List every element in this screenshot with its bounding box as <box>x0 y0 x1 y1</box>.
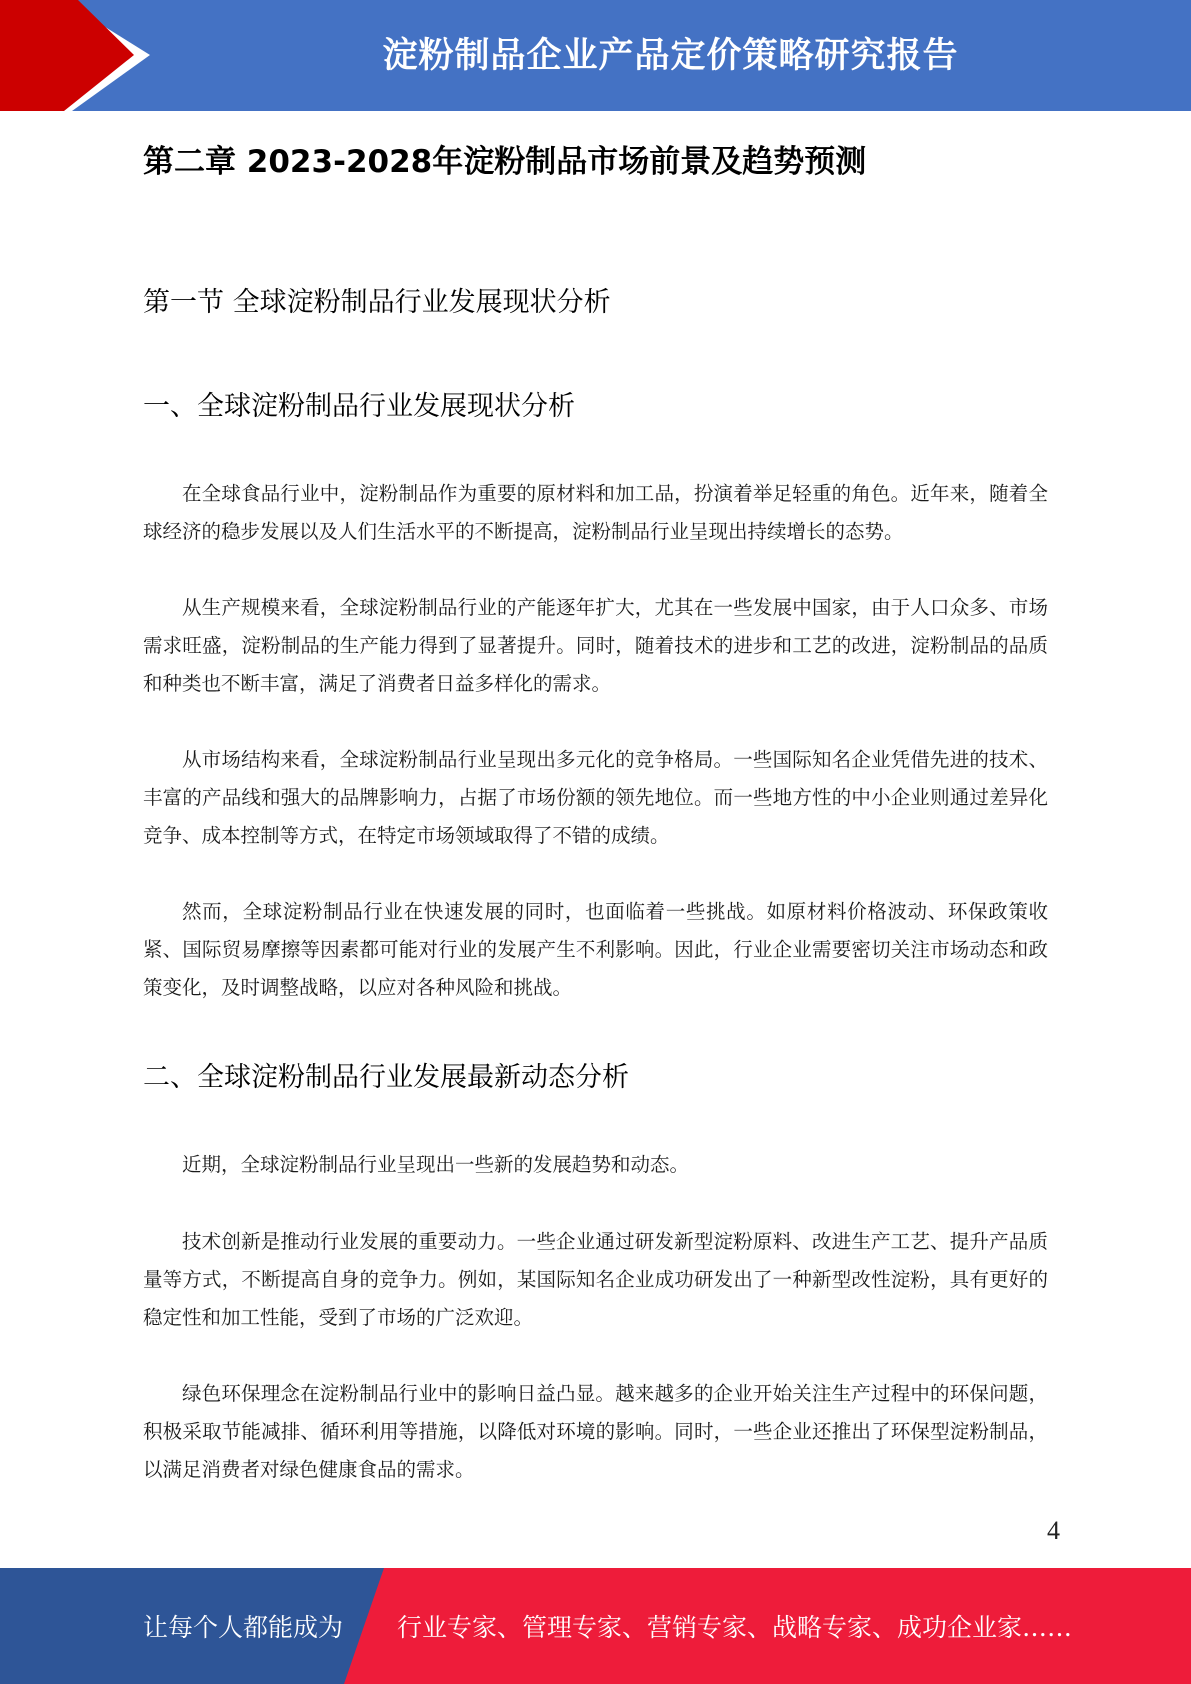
header-arrow-icon <box>0 0 160 111</box>
paragraph: 然而，全球淀粉制品行业在快速发展的同时，也面临着一些挑战。如原材料价格波动、环保政策收紧、国际贸易摩擦等因素都可能对行业的发展产生不利影响。因此，行业企业需要密切关注市场动态和政策变化，及时调整战略，以应对各种风险和挑战。 <box>143 900 1048 999</box>
header-banner <box>0 0 1191 111</box>
footer-slogan-right: 行业专家、管理专家、营销专家、战略专家、成功企业家…… <box>397 1613 1073 1642</box>
paragraph: 从生产规模来看，全球淀粉制品行业的产能逐年扩大，尤其在一些发展中国家，由于人口众多、市场需求旺盛，淀粉制品的生产能力得到了显著提升。同时，随着技术的进步和工艺的改进，淀粉制品的品质和种类也不断丰富，满足了消费者日益多样化的需求。 <box>143 596 1048 695</box>
paragraph: 在全球食品行业中，淀粉制品作为重要的原材料和加工品，扮演着举足轻重的角色。近年来，随着全球经济的稳步发展以及人们生活水平的不断提高，淀粉制品行业呈现出持续增长的态势。 <box>143 482 1048 543</box>
paragraph: 从市场结构来看，全球淀粉制品行业呈现出多元化的竞争格局。一些国际知名企业凭借先进的技术、丰富的产品线和强大的品牌影响力，占据了市场份额的领先地位。而一些地方性的中小企业则通过差异化竞争、成本控制等方式，在特定市场领域取得了不错的成绩。 <box>143 748 1048 847</box>
paragraph: 绿色环保理念在淀粉制品行业中的影响日益凸显。越来越多的企业开始关注生产过程中的环保问题，积极采取节能减排、循环利用等措施，以降低对环境的影响。同时，一些企业还推出了环保型淀粉制品，以满足消费者对绿色健康食品的需求。 <box>143 1382 1048 1481</box>
section-title: 第一节 全球淀粉制品行业发展现状分析 <box>143 287 611 318</box>
report-title: 淀粉制品企业产品定价策略研究报告 <box>382 36 959 76</box>
page-number: 4 <box>1047 1516 1060 1545</box>
footer-banner <box>0 1568 1191 1684</box>
subsection-title: 二、全球淀粉制品行业发展最新动态分析 <box>143 1062 629 1093</box>
chapter-title: 第二章 2023-2028年淀粉制品市场前景及趋势预测 <box>143 144 867 180</box>
paragraph: 近期，全球淀粉制品行业呈现出一些新的发展趋势和动态。 <box>182 1153 690 1176</box>
footer-slogan-left: 让每个人都能成为 <box>143 1613 344 1642</box>
paragraph: 技术创新是推动行业发展的重要动力。一些企业通过研发新型淀粉原料、改进生产工艺、提升产品质量等方式，不断提高自身的竞争力。例如，某国际知名企业成功研发出了一种新型改性淀粉，具有更好的稳定性和加工性能，受到了市场的广泛欢迎。 <box>143 1230 1048 1329</box>
subsection-title: 一、全球淀粉制品行业发展现状分析 <box>143 391 575 422</box>
